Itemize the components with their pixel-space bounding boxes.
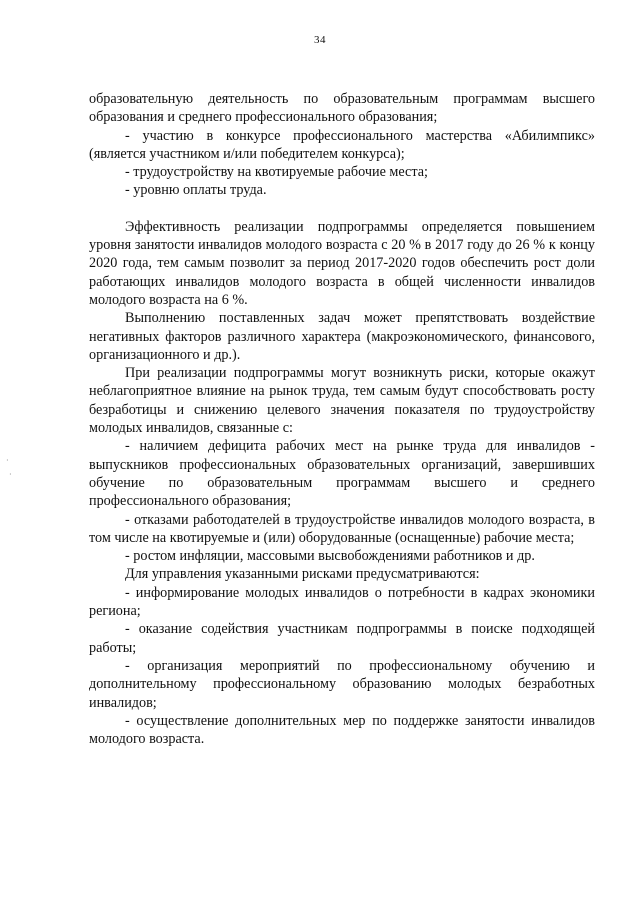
paragraph: - организация мероприятий по профессиональному обучению и дополнительному профессиональному образованию молодых безработных инвалидов; bbox=[89, 657, 595, 711]
paragraph: - уровню оплаты труда. bbox=[125, 182, 267, 199]
paragraph: - ростом инфляции, массовыми высвобождениями работников и др. bbox=[125, 548, 535, 565]
paragraph: - наличием дефицита рабочих мест на рынке труда для инвалидов - выпускников профессиональных образовательных организаций, завершивших обучение по образовательным программам высшего и среднего профессионального образования; bbox=[89, 438, 595, 510]
paragraph: - информирование молодых инвалидов о потребности в кадрах экономики региона; bbox=[89, 584, 595, 620]
paragraph: - трудоустройству на квотируемые рабочие места; bbox=[125, 164, 428, 181]
paragraph: - осуществление дополнительных мер по поддержке занятости инвалидов молодого возраста. bbox=[89, 712, 595, 748]
scan-speck: · bbox=[9, 470, 12, 479]
paragraph: При реализации подпрограммы могут возникнуть риски, которые окажут неблагоприятное влияние на рынок труда, тем самым будут способствовать росту безработицы и снижению целевого значения показателя по трудоустройству молодых инвалидов, связанные с: bbox=[89, 365, 595, 437]
paragraph: Выполнению поставленных задач может препятствовать воздействие негативных факторов различного характера (макроэкономического, финансового, организационного и др.). bbox=[89, 310, 595, 363]
page-number: 34 bbox=[314, 34, 326, 46]
paragraph: образовательную деятельность по образовательным программам высшего образования и среднего профессионального образования; bbox=[89, 91, 595, 126]
paragraph: - участию в конкурсе профессионального мастерства «Абилимпикс» (является участником и/или победителем конкурса); bbox=[89, 127, 595, 162]
body-text bbox=[89, 90, 595, 748]
paragraph: Эффективность реализации подпрограммы определяется повышением уровня занятости инвалидов молодого возраста с 20 % в 2017 году до 26 % к концу 2020 года, тем самым позволит за период 2017-2020 годов обеспечить рост доли работающих инвалидов молодого возраста в общей численности инвалидов молодого возраста на 6 %. bbox=[89, 218, 595, 308]
paragraph: - оказание содействия участникам подпрограммы в поиске подходящей работы; bbox=[89, 621, 595, 656]
paragraph: - отказами работодателей в трудоустройстве инвалидов молодого возраста, в том числе на квотируемые и (или) оборудованные (оснащенные) рабочие места; bbox=[89, 511, 595, 546]
scan-speck: · bbox=[6, 456, 9, 465]
paragraph: Для управления указанными рисками предусматриваются: bbox=[125, 566, 480, 583]
